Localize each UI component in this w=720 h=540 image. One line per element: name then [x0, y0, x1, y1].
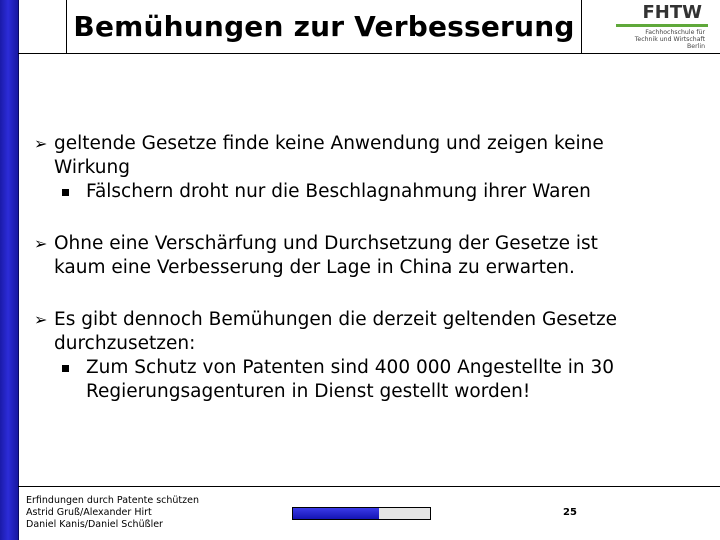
bullet-item: [34, 308, 704, 404]
bullet-text: Wirkung: [54, 157, 130, 178]
bullet-text: Ohne eine Verschärfung und Durchsetzung der Gesetze ist: [54, 233, 598, 254]
bullet-text: durchzusetzen:: [54, 333, 196, 354]
sub-bullet-item: [34, 356, 704, 380]
bullet-item: [34, 132, 704, 204]
sub-bullet-item: [34, 180, 704, 204]
arrow-bullet-icon: ➢: [34, 310, 48, 329]
sub-bullet-text: Zum Schutz von Patenten sind 400 000 Angestellte in 30: [86, 357, 615, 378]
logo-subtitle-line: Technik und Wirtschaft: [634, 36, 705, 43]
footer-line: Erfindungen durch Patente schützen: [26, 495, 200, 506]
title-box: [66, 0, 582, 53]
progress-fill: [293, 508, 379, 519]
arrow-bullet-icon: ➢: [34, 134, 48, 153]
title-divider: [18, 53, 720, 54]
bullet-text: geltende Gesetze finde keine Anwendung und zeigen keine: [54, 133, 604, 154]
footer-line: Daniel Kanis/Daniel Schüßler: [26, 519, 163, 530]
left-decorative-bar: [0, 0, 19, 540]
square-bullet-icon: [62, 189, 69, 196]
arrow-bullet-icon: ➢: [34, 234, 48, 253]
logo-wordmark: FHTW: [642, 2, 702, 23]
footer-line: Astrid Gruß/Alexander Hirt: [26, 507, 152, 518]
footer-credits: [26, 495, 199, 531]
logo-subtitle-line: Berlin: [687, 43, 705, 50]
slide-progress-bar: [292, 507, 431, 520]
logo-accent-line: [616, 24, 708, 27]
fhtw-logo: [612, 3, 716, 51]
slide-title: Bemühungen zur Verbesserung: [73, 10, 575, 43]
bullet-item: [34, 232, 704, 280]
square-bullet-icon: [62, 365, 69, 372]
bullet-text: kaum eine Verbesserung der Lage in China zu erwarten.: [54, 257, 575, 278]
sub-bullet-text: Regierungsagenturen in Dienst gestellt worden!: [86, 381, 531, 402]
slide-content: [34, 132, 704, 432]
logo-subtitle: [612, 29, 705, 50]
sub-bullet-text: Fälschern droht nur die Beschlagnahmung ihrer Waren: [86, 181, 591, 202]
footer-divider: [18, 486, 720, 487]
bullet-text: Es gibt dennoch Bemühungen die derzeit geltenden Gesetze: [54, 309, 618, 330]
page-number: 25: [563, 507, 577, 518]
logo-subtitle-line: Fachhochschule für: [645, 29, 705, 36]
